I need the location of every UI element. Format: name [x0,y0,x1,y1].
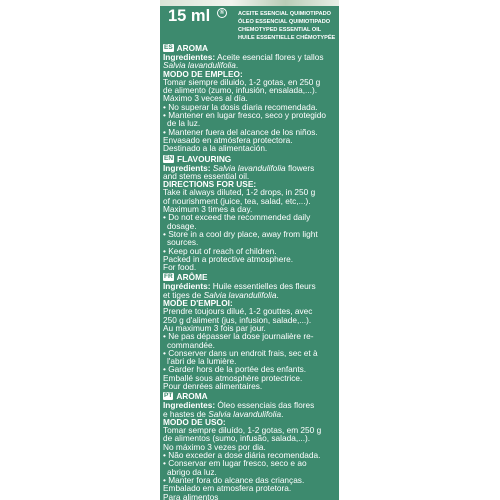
text-line: Destinado a la alimentación. [163,143,268,154]
latin-name: Salvia lavandulifolia [208,408,282,419]
text-line: • Keep out of reach of children. [163,245,277,256]
product-name-fr: HUILE ESSENTIELLE CHÉMOTYPÉE [238,35,336,41]
section-es [163,43,337,153]
text-line: Para alimentos [163,491,219,500]
product-name-es: ACEITE ESENCIAL QUIMIOTIPADO [238,11,332,17]
section-fr [163,272,337,390]
section-title: FLAVOURING [177,153,232,164]
text-line: de alimentos (sumo, infusão, salada,...). [163,433,311,444]
text-line: Emballé sous atmosphère protectrice. [163,372,303,383]
registered-mark: ® [217,8,227,18]
ingredients-text: flowers [285,162,315,173]
text-line: commandée. [167,339,215,350]
text-line: Au maximum 3 fois par jour. [163,322,266,333]
text-line: Tomar siempre diluido, 1-2 gotas, en 250 g [163,76,321,87]
section-title: AROMA [176,391,208,402]
language-badge-en: EN [164,154,174,162]
text-line: Take it always diluted, 1-2 drops, in 250 g [163,187,316,198]
text-line: • Mantener fuera del alcance de los niños. [163,126,318,137]
text-line: de alimento (zumo, infusión, ensalada,...). [163,85,318,96]
ingredients-text: Aceite esencial flores y tallos [215,52,324,62]
text-line: dosage. [167,220,197,231]
directions-heading: MODE D'EMPLOI: [163,298,233,309]
text-line: l'abri de la lumière. [167,356,237,367]
ingredients-text-2: et tiges de [163,289,204,300]
text-line: Tomar sempre diluído, 1-2 gotas, em 250 g [163,425,322,436]
latin-name: Salvia lavandulifolia [163,60,236,71]
section-title: ARÔME [176,272,208,283]
language-badge-pt: PT [164,392,173,400]
text-line: For food. [163,262,197,273]
text-line: sources. [167,237,199,248]
ingredients-suffix: . [235,60,239,71]
product-label [160,0,339,500]
latin-name: Salvia lavandulifolia [203,289,277,300]
text-line: Prendre toujours dilué, 1-2 gouttes, avec [163,306,313,317]
text-line: • Garder hors de la portée des enfants. [163,364,307,375]
ingredients-suffix: . [276,289,279,300]
text-line: of nourishment (juice, tea, salad, etc,...). [163,195,311,206]
text-line: Máximo 3 veces al día. [163,93,248,104]
ingredients-text: Óleo essenciais das flores [215,400,315,411]
section-pt [163,391,337,500]
text-line: • Conservar em lugar fresco, seco e ao [163,458,307,469]
text-line: Embalado em atmosfera protetora. [163,483,292,494]
ingredients-text: Huile essentielles des fleurs [210,281,316,292]
text-line: Maximum 3 times a day. [163,204,253,215]
product-name-en: CHEMOTYPED ESSENTIAL OIL [238,27,322,33]
latin-name: Salvia lavandulifolia [212,162,286,173]
language-badge-fr: FR [164,273,173,281]
text-line: • Não exceder a dose diária recomendada. [163,450,321,461]
text-line: • Manter fora do alcance das crianças. [163,474,305,485]
text-line: Packed in a protective atmosphere. [163,253,294,264]
ingredients-text-2: e hastes de [163,408,209,419]
ingredients-label: Ingredients: [163,162,211,173]
text-line: • Store in a cool dry place, away from light [163,228,318,239]
label-body [163,43,337,500]
text-line: No máximo 3 vezes por dia. [163,441,266,452]
ingredients-line-2: and stems essential oil. [163,170,250,181]
ingredients-label: Ingredientes: [163,52,216,62]
text-line: • Do not exceed the recommended daily [163,212,311,223]
text-line: de la luz. [167,118,201,129]
directions-heading: DIRECTIONS FOR USE: [163,179,257,190]
directions-heading: MODO DE EMPLEO: [163,68,243,79]
product-name-pt: ÓLEO ESSENCIAL QUIMIOTIPADO [238,19,331,25]
label-top-artwork [160,0,339,6]
text-line: • Conserver dans un endroit frais, sec et à [163,347,318,358]
text-line: • Ne pas dépasser la dose journalière re- [163,331,314,342]
language-badge-es: ES [164,44,173,51]
text-line: Pour denrées alimentaires. [163,380,263,391]
text-line: abrigo da luz. [167,466,217,477]
product-names [238,10,335,42]
ingredients-suffix: . [281,408,284,419]
section-title: AROMA [176,43,209,53]
label-header [168,7,336,43]
ingredients-label: Ingredientes: [163,400,216,411]
volume-text: 15 ml [168,7,211,25]
section-en [163,154,337,272]
ingredients-label: Ingrédients: [163,281,211,292]
text-line: 250 g d'aliment (jus, infusion, salade,...). [163,314,312,325]
directions-heading: MODO DE USO: [163,416,226,427]
text-line: • No superar la dosis diaria recomendada. [163,101,318,112]
text-line: Envasado en atmósfera protectora. [163,134,293,145]
text-line: • Mantener en lugar fresco, seco y protegido [163,110,326,121]
